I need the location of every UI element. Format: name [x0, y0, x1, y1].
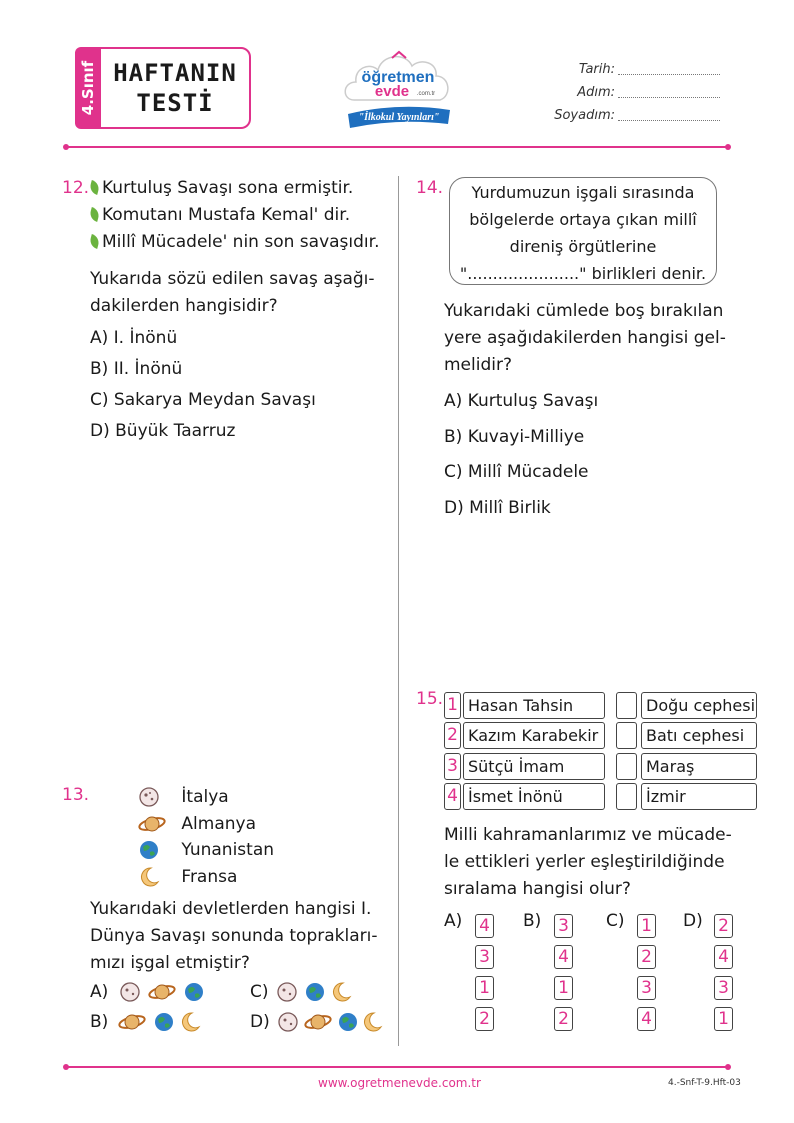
crescent-icon — [183, 1013, 199, 1031]
q12-option-c[interactable]: C) Sakarya Meydan Savaşı — [90, 390, 316, 410]
q13-option-b[interactable] — [90, 1010, 208, 1034]
sequence-box: 4 — [714, 945, 733, 969]
page-title — [99, 47, 251, 129]
q12-line-3: Millî Mücadele' nin son savaşıdır. — [102, 232, 380, 252]
saturn-icon — [138, 813, 166, 835]
q12-line-1: Kurtuluş Savaşı sona ermiştir. — [102, 178, 354, 198]
sequence-box: 2 — [637, 945, 656, 969]
front-box: İzmir — [641, 783, 757, 810]
q14-stem-line-1: Yukarıdaki cümlede boş bırakılan — [444, 301, 724, 321]
footer-divider — [66, 1066, 728, 1068]
q13-option-d[interactable] — [250, 1010, 392, 1034]
logo-domain: .com.tr — [416, 91, 436, 97]
q14-stem — [444, 298, 726, 379]
sequence-box: 4 — [475, 914, 494, 938]
earth-icon — [155, 1013, 173, 1031]
sequence-box: 1 — [714, 1007, 733, 1031]
front-box: Maraş — [641, 753, 757, 780]
option-label: D) — [250, 1012, 270, 1032]
country-1: İtalya — [181, 787, 229, 807]
hero-name-box: Hasan Tahsin — [463, 692, 605, 719]
q13-stem-line-2: Dünya Savaşı sonunda toprakları- — [90, 926, 378, 946]
q13-stem — [90, 896, 377, 977]
moon-icon — [278, 983, 296, 1001]
q12-statements — [90, 175, 379, 256]
sequence-box: 1 — [475, 976, 494, 1000]
q13-option-a-icons — [118, 980, 208, 1004]
saturn-icon — [304, 1014, 332, 1030]
divider-dot-left — [63, 144, 69, 150]
leaf-icon — [88, 207, 100, 222]
q13-option-a[interactable] — [90, 980, 208, 1004]
q13-country-list — [138, 784, 274, 890]
saturn-icon — [118, 1014, 146, 1030]
q14-option-b[interactable]: B) Kuvayi-Milliye — [444, 427, 585, 447]
q14-bubble-line-4: "......................" birlikleri denir. — [459, 264, 707, 283]
option-label: D) — [683, 911, 703, 931]
header-divider — [66, 146, 728, 148]
q15-stem-line-2: le ettikleri yerler eşleştirildiğinde — [444, 852, 725, 872]
hero-name-box: Sütçü İmam — [463, 753, 605, 780]
title-line-1: HAFTANIN — [113, 59, 237, 87]
footer-document-code: 4.-Snf-T-9.Hft-03 — [668, 1078, 741, 1088]
title-line-2: TESTİ — [136, 89, 214, 117]
sequence-box: 1 — [554, 976, 573, 1000]
moon-icon — [121, 983, 139, 1001]
q13-number: 13. — [62, 785, 90, 805]
option-label: A) — [444, 911, 463, 931]
hero-name-box: Kazım Karabekir — [463, 722, 605, 749]
grade-label: 4.Sınıf — [79, 60, 97, 116]
sequence-box: 2 — [554, 1007, 573, 1031]
q15-stem-line-1: Milli kahramanlarımız ve mücade- — [444, 825, 732, 845]
option-label: A) — [90, 982, 109, 1002]
leaf-icon — [88, 234, 100, 249]
q14-stem-line-3: melidir? — [444, 355, 512, 375]
date-label: Tarih: — [578, 62, 615, 77]
hero-number-box: 4 — [444, 783, 461, 810]
q13-option-b-icons — [118, 1010, 208, 1034]
earth-icon — [185, 983, 203, 1001]
divider-dot-left — [63, 1064, 69, 1070]
q14-bubble-line-1: Yurdumuzun işgali sırasında — [471, 183, 695, 202]
surname-label: Soyadım: — [554, 108, 615, 123]
svg-text:evde: evde — [374, 83, 410, 100]
leaf-icon — [88, 180, 100, 195]
moon-icon — [279, 1013, 297, 1031]
sequence-box: 4 — [637, 1007, 656, 1031]
name-label: Adım: — [577, 85, 615, 100]
sequence-box: 2 — [475, 1007, 494, 1031]
q14-option-a[interactable]: A) Kurtuluş Savaşı — [444, 391, 599, 411]
q15-number: 15. — [416, 689, 444, 709]
option-label: B) — [90, 1012, 109, 1032]
earth-icon — [306, 983, 324, 1001]
sequence-box: 3 — [714, 976, 733, 1000]
q12-stem-line-2: dakilerden hangisidir? — [90, 296, 278, 316]
earth-icon — [339, 1013, 357, 1031]
q14-bubble-line-3: direniş örgütlerine — [509, 237, 657, 256]
sequence-box: 3 — [554, 914, 573, 938]
surname-field[interactable] — [618, 111, 720, 121]
divider-dot-right — [725, 144, 731, 150]
country-4: Fransa — [181, 866, 238, 887]
hero-number-box: 2 — [444, 722, 461, 749]
saturn-icon — [148, 984, 176, 1000]
q14-bubble-line-2: bölgelerde ortaya çıkan millî — [469, 210, 697, 229]
student-info-fields — [540, 58, 720, 127]
q13-option-c[interactable] — [250, 980, 363, 1004]
publisher-logo — [340, 44, 458, 130]
front-box: Batı cephesi — [641, 722, 757, 749]
column-divider — [398, 176, 399, 1046]
q13-stem-line-3: mızı işgal etmiştir? — [90, 953, 250, 973]
q13-option-c-icons — [275, 980, 363, 1004]
answer-blank-box[interactable] — [616, 722, 637, 749]
moon-icon — [138, 786, 160, 808]
earth-icon — [138, 839, 160, 861]
q12-option-d[interactable]: D) Büyük Taarruz — [90, 421, 236, 441]
sequence-box: 1 — [637, 914, 656, 938]
name-field[interactable] — [618, 88, 720, 98]
q12-option-b[interactable]: B) II. İnönü — [90, 359, 183, 379]
country-3: Yunanistan — [181, 840, 275, 860]
logo-tagline: "İlkokul Yayınları" — [358, 112, 440, 123]
answer-blank-box[interactable] — [616, 753, 637, 780]
q12-option-a[interactable]: A) I. İnönü — [90, 328, 178, 348]
q13-stem-line-1: Yukarıdaki devletlerden hangisi I. — [90, 899, 372, 919]
footer-website-link[interactable]: www.ogretmenevde.com.tr — [318, 1076, 481, 1090]
divider-dot-right — [725, 1064, 731, 1070]
hero-name-box: İsmet İnönü — [463, 783, 605, 810]
hero-number-box: 3 — [444, 753, 461, 780]
q15-stem — [444, 822, 732, 903]
q12-stem-line-1: Yukarıda sözü edilen savaş aşağı- — [90, 269, 375, 289]
q15-stem-line-3: sıralama hangisi olur? — [444, 879, 631, 899]
q12-line-2: Komutanı Mustafa Kemal' dir. — [102, 205, 351, 225]
country-2: Almanya — [181, 813, 256, 834]
front-box: Doğu cephesi — [641, 692, 757, 719]
sequence-box: 3 — [637, 976, 656, 1000]
answer-blank-box[interactable] — [616, 692, 637, 719]
crescent-icon — [138, 866, 160, 888]
hero-number-box: 1 — [444, 692, 461, 719]
q12-number: 12. — [62, 178, 90, 198]
sequence-box: 4 — [554, 945, 573, 969]
option-label: B) — [523, 911, 542, 931]
sequence-box: 2 — [714, 914, 733, 938]
date-field[interactable] — [618, 65, 720, 75]
answer-blank-box[interactable] — [616, 783, 637, 810]
q14-option-c[interactable]: C) Millî Mücadele — [444, 462, 589, 482]
option-label: C) — [250, 982, 269, 1002]
q14-stem-line-2: yere aşağıdakilerden hangisi gel- — [444, 328, 726, 348]
sequence-box: 3 — [475, 945, 494, 969]
crescent-icon — [364, 1013, 380, 1031]
q12-stem — [90, 266, 375, 320]
svg-text:öğretmen: öğretmen — [361, 69, 435, 86]
crescent-icon — [333, 983, 349, 1001]
option-label: C) — [606, 911, 625, 931]
q14-speech-bubble — [449, 177, 717, 285]
q13-option-d-icons — [276, 1010, 392, 1034]
grade-tab — [75, 47, 101, 129]
q14-number: 14. — [416, 178, 444, 198]
q14-option-d[interactable]: D) Millî Birlik — [444, 498, 551, 518]
